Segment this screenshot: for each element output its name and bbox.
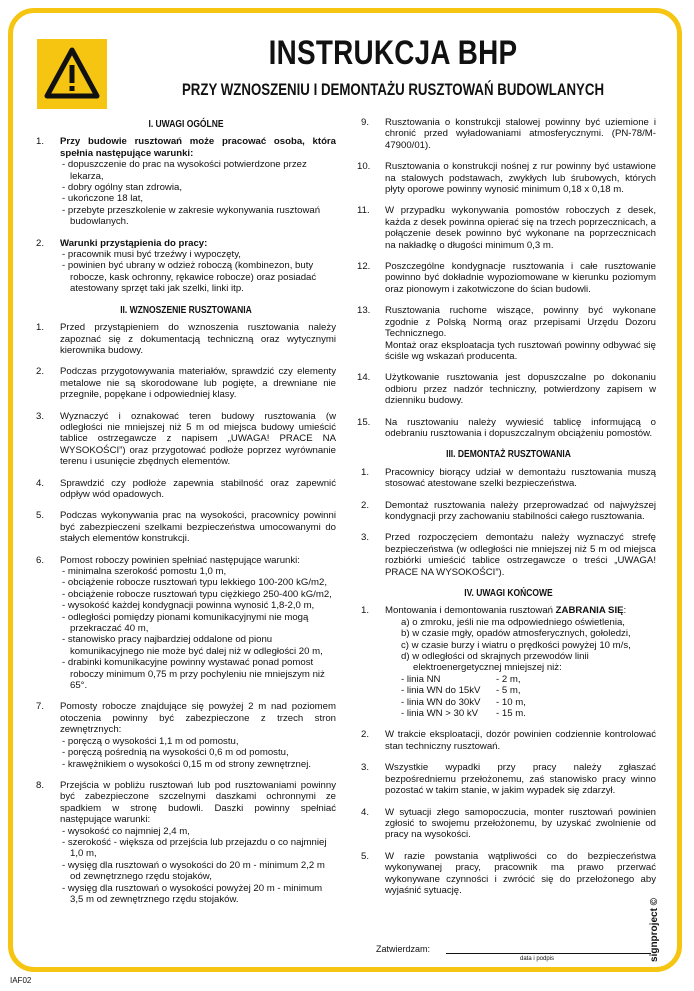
list-item: 1. Przy budowie rusztowań może pracować osoba, która spełnia następujące warunki: - dopuszczenie do prac na wysokości potwierdzone przez lekarza, - dobry ogólny stan zdrowia, - ukończone 18 lat, - przebyte przeszkolenie w zakresie wykonywania rusztowań budowlanych. bbox=[36, 136, 336, 228]
list-item: 1. Przed przystąpieniem do wznoszenia rusztowania należy zapoznać się z dokumentacją techniczną oraz wytycznymi kierownika budowy. bbox=[36, 322, 336, 356]
list-item: 4. W sytuacji złego samopoczucia, monter rusztowań powinien zgłosić to swojemu przełożonemu, by uzyskać zwolnienie od pracy na wysokości. bbox=[361, 806, 656, 841]
warning-triangle-icon bbox=[37, 39, 107, 109]
list-item: 15. Na rusztowaniu należy wywiesić tablicę informującą o odebraniu rusztowania i dopuszczalnym obciążeniu pomostów. bbox=[357, 416, 656, 439]
brand-label: signproject © bbox=[649, 897, 660, 962]
power-line-distances: - linia NN - 2 m, - linia WN do 15kV - 5 m, - linia WN do 30kV - 10 m, - linia WN > 30 kV - 15 m. bbox=[401, 673, 526, 720]
signature-caption: data i podpis bbox=[520, 956, 555, 962]
page-title: INSTRUKCJA BHP bbox=[268, 34, 518, 72]
list-item: 2. Demontaż rusztowania należy przeprowadzać od najwyższej kondygnacji przy zachowaniu stabilności całego rusztowania. bbox=[361, 499, 656, 522]
list-item: 4. Sprawdzić czy podłoże zapewnia stabilność oraz zapewnić odpływ wód opadowych. bbox=[36, 477, 336, 500]
list-item: 5. W razie powstania wątpliwości co do bezpieczeństwa wykonywanej pracy, pracownik ma prawo przerwać wykonywane czynności i zwrócić się do przełożonego aby wyjaśnić sytuację. bbox=[361, 850, 656, 896]
list-item: 1. Pracownicy biorący udział w demontażu rusztowania muszą stosować atestowane szelki bezpieczeństwa. bbox=[361, 466, 656, 490]
section-heading: III. DEMONTAŻ RUSZTOWANIA bbox=[446, 449, 571, 461]
list-item: 8. Przejścia w pobliżu rusztowań lub pod rusztowaniami powinny być zabezpieczone szczelnymi daszkami ochronnymi ze spadkiem w stronę budowli. Daszki powinny spełniać następujące warunki: - wysokość co najmniej 2,4 m, - szerokość - większa od przejścia lub przejazdu o co najmniej 1,0 m, - wysięg dla rusztowań o wysokości do 20 m - minimum 2,2 m od zewnętrznego rzędu stojaków, - wysięg dla rusztowań o wysokości powyżej 20 m - minimum 3,5 m od zewnętrznego rzędu stojaków. bbox=[36, 779, 336, 905]
right-column bbox=[357, 117, 656, 906]
approve-label: Zatwierdzam: bbox=[376, 944, 431, 954]
section-heading: I. UWAGI OGÓLNE bbox=[148, 119, 224, 130]
list-item: 3. Wszystkie wypadki przy pracy należy zgłaszać bezpośredniemu przełożonemu, zaś stanowisko pracy winno pozostać w takim stanie, w jakim wypadek się zdarzył. bbox=[361, 762, 656, 797]
page-subtitle: PRZY WZNOSZENIU I DEMONTAŻU RUSZTOWAŃ BUDOWLANYCH bbox=[181, 80, 605, 99]
list-item: 3. Wyznaczyć i oznakować teren budowy rusztowania (w odległości nie mniejszej niż 5 m od miejsca budowy umieścić tablice ostrzegawcze z napisem „UWAGA! PRACE NA WYSOKOŚCI”) oraz przygotować podłoże poprzez wyrównanie terenu i usunięcie zbędnych elementów. bbox=[36, 410, 336, 468]
list-item: 2. Podczas przygotowywania materiałów, sprawdzić czy elementy metalowe nie są skorodowane lub pogięte, a drewniane nie przegniłe, popękane i odpowiedniej klasy. bbox=[36, 366, 336, 401]
list-item: 13. Rusztowania ruchome wiszące, powinny być wykonane zgodnie z Polską Normą oraz przepisami Urzędu Dozoru Technicznego. Montaż oraz eksploatacja tych rusztowań powinny odbywać się ściśle wg wskazań producenta. bbox=[357, 305, 656, 362]
document-code: IAF02 bbox=[10, 976, 32, 985]
list-item: 5. Podczas wykonywania prac na wysokości, pracownicy powinni być zabezpieczeni szelkami bezpieczeństwa umocowanymi do stałych elementów konstrukcji. bbox=[36, 510, 336, 545]
section-heading: II. WZNOSZENIE RUSZTOWANIA bbox=[120, 304, 252, 316]
list-item: 14. Użytkowanie rusztowania jest dopuszczalne po dokonaniu odbioru przez nadzór techniczny, potwierdzony zapisem w dzienniku budowy. bbox=[357, 372, 656, 407]
signature-line bbox=[446, 953, 651, 954]
list-item: 9. Rusztowania o konstrukcji stalowej powinny być uziemione i chronić przed wyładowaniami atmosferycznymi. (PN-78/M-47900/01). bbox=[361, 117, 656, 151]
section-heading: IV. UWAGI KOŃCOWE bbox=[464, 588, 553, 599]
list-item: 2. W trakcie eksploatacji, dozór powinien codziennie kontrolować stan techniczny rusztowań. bbox=[361, 729, 656, 752]
list-item: 1. Montowania i demontowania rusztowań ZABRANIA SIĘ: a) o zmroku, jeśli nie ma odpowiedniego oświetlenia, b) w czasie mgły, opadów atmosferycznych, gołoledzi, c) w czasie burzy i wiatru o prędkości powyżej 10 m/s, d) w odległości od skrajnych przewodów linii elektroenergetycznej mniejszej niż: - linia NN - 2 m, - linia WN do 15kV - 5 m, - linia WN do 30kV - 10 m, - linia WN > 30 kV - 15 m. bbox=[361, 605, 656, 719]
list-item: 11. W przypadku wykonywania pomostów roboczych z desek, każda z desek powinna opierać się na trzech poprzecznicach, a połączenie desek powinno być wykonane na poprzecznicach na nakładkę o długości minimum 0,3 m. bbox=[357, 205, 656, 251]
list-item: 3. Przed rozpoczęciem demontażu należy wyznaczyć strefę bezpieczeństwa (w odległości nie mniejszej niż 5 m od miejsca rozbiórki umieścić tablice ostrzegawcze o treści „UWAGA! PRACE NA WYSOKOŚCI”). bbox=[361, 532, 656, 578]
list-item: 7. Pomosty robocze znajdujące się powyżej 2 m nad poziomem otoczenia powinny być zabezpieczone z trzech stron zewnętrznych: - poręczą o wysokości 1,1 m od pomostu, - poręczą pośrednią na wysokości 0,6 m od pomostu, - krawężnikiem o wysokości 0,15 m od strony zewnętrznej. bbox=[36, 701, 336, 770]
left-column bbox=[36, 117, 336, 915]
list-item: 12. Poszczególne kondygnacje rusztowania i całe rusztowanie powinno być dokładnie wypoziomowane w kierunku poziomym oraz pionowym i zakotwiczone do ścian budowli. bbox=[357, 261, 656, 295]
list-item: 10. Rusztowania o konstrukcji nośnej z rur powinny być ustawione na stalowych podstawach, zwykłych lub śrubowych, których płyty oporowe powinny wynosić minimum 0,18 x 0,18 m. bbox=[357, 161, 656, 196]
list-item: 2. Warunki przystąpienia do pracy: - pracownik musi być trzeźwy i wypoczęty, - powinien być ubrany w odzież roboczą (kombinezon, buty robocze, kask ochronny, rękawice robocze) oraz posiadać atestowany sprzęt taki jak szelki, linki itp. bbox=[36, 237, 317, 295]
list-item: 6. Pomost roboczy powinien spełniać następujące warunki: - minimalna szerokość pomostu 1,0 m, - obciążenie robocze rusztowań typu lekkiego 100-200 kG/m2, - obciążenie robocze rusztowań typu ciężkiego 250-400 kG/m2, - wysokość każdej kondygnacji powinna wynosić 1,8-2,0 m, - odległości pomiędzy pionami komunikacyjnymi nie mogą przekraczać 40 m, - stanowisko pracy najbardziej oddalone od pionu komunikacyjnego nie może być dalej niż w odległości 20 m, - drabinki komunikacyjne powinny wystawać ponad pomost roboczy minimum 0,75 m przy pochyleniu nie mniejszym niż 65°. bbox=[36, 554, 332, 692]
